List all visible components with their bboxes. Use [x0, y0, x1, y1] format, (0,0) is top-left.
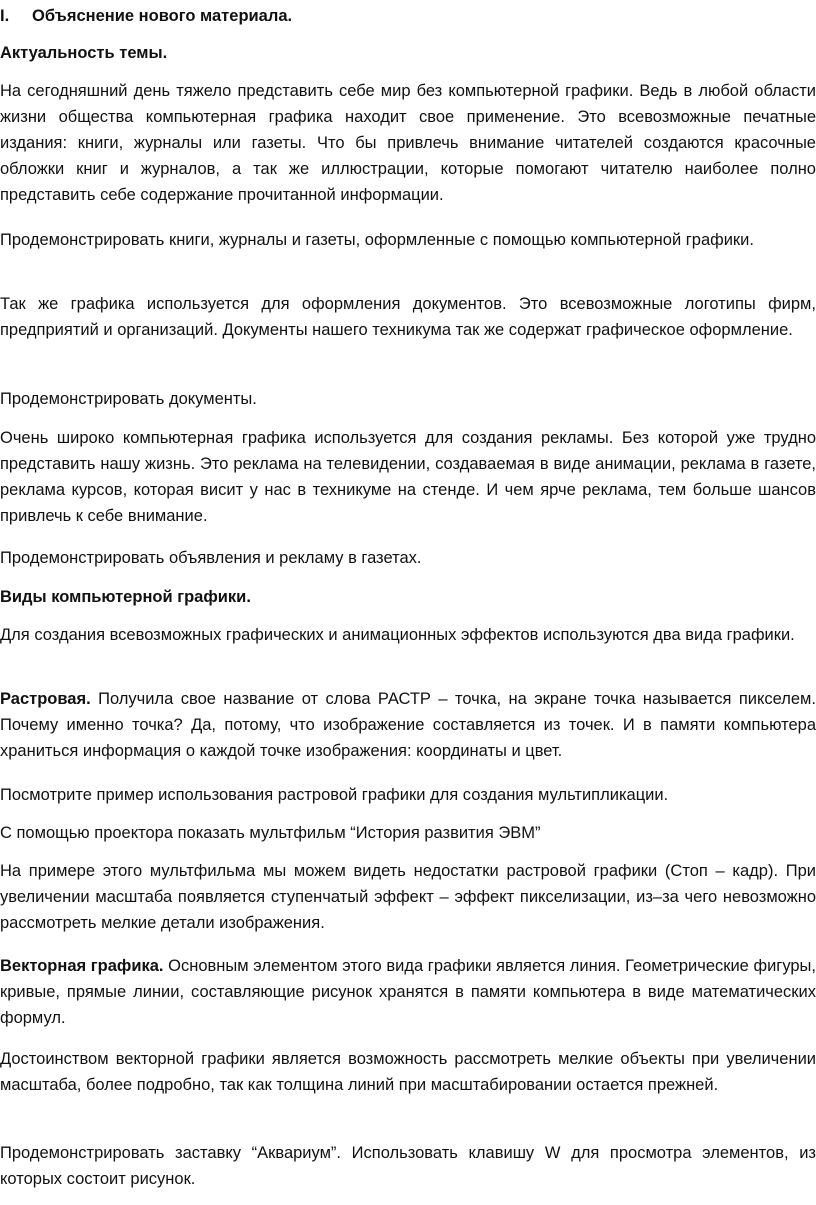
paragraph-advertising: Очень широко компьютерная графика используется для создания рекламы. Без которой уже трудно представить нашу жизнь. Это реклама на телевидении, создаваемая в виде анимации, реклама в газете, реклама курсов, которая висит у нас в техникуме на стенде. И чем ярче реклама, тем больше шансов привлечь к себе внимание. — [0, 429, 816, 525]
vector-text: Основным элементом этого вида графики является линия. Геометрические фигуры, кривые, прямые линии, составляющие рисунок хранятся в памяти компьютера в виде математических формул. — [0, 957, 816, 1027]
section-heading — [0, 3, 292, 29]
raster-label: Растровая. — [0, 690, 91, 708]
paragraph-projector: С помощью проектора показать мультфильм “История развития ЭВМ” — [0, 824, 541, 842]
types-heading: Виды компьютерной графики. — [0, 588, 251, 606]
paragraph-demo-books: Продемонстрировать книги, журналы и газеты, оформленные с помощью компьютерной графики. — [0, 231, 754, 249]
section-title: Объяснение нового материала. — [32, 7, 293, 25]
section-number: I. — [0, 7, 10, 25]
paragraph-demo-ads: Продемонстрировать объявления и рекламу в газетах. — [0, 549, 422, 567]
paragraph-vector-advantage: Достоинством векторной графики является возможность рассмотреть мелкие объекты при увеличении масштаба, более подробно, так как толщина линий при масштабировании остается прежней. — [0, 1050, 816, 1094]
relevance-heading: Актуальность темы. — [0, 44, 168, 62]
paragraph-types-intro: Для создания всевозможных графических и анимационных эффектов используются два вида графики. — [0, 626, 795, 644]
paragraph-documents: Так же графика используется для оформления документов. Это всевозможные логотипы фирм, предприятий и организаций. Документы нашего техникума так же содержат графическое оформление. — [0, 295, 816, 339]
paragraph-raster-drawbacks: На примере этого мультфильма мы можем видеть недостатки растровой графики (Стоп – кадр). При увеличении масштаба появляется ступенчатый эффект – эффект пикселизации, из–за чего невозможно рассмотреть мелкие детали изображения. — [0, 862, 816, 932]
vector-label: Векторная графика. — [0, 957, 164, 975]
paragraph-intro: На сегодняшний день тяжело представить себе мир без компьютерной графики. Ведь в любой области жизни общества компьютерная графика находит свое применение. Это всевозможные печатные издания: книги, журналы или газеты. Что бы привлечь внимание читателей создаются красочные обложки книг и журналов, а так же иллюстрации, которые помогают читателю наиболее полно представить себе содержание прочитанной информации. — [0, 82, 816, 204]
paragraph-vector — [0, 953, 816, 1031]
raster-text: Получила свое название от слова РАСТР – точка, на экране точка называется пикселем. Почему именно точка? Да, потому, что изображение составляется из точек. И в памяти компьютера храниться информация о каждой точке изображения: координаты и цвет. — [0, 690, 816, 760]
paragraph-raster-example: Посмотрите пример использования растровой графики для создания мультипликации. — [0, 786, 669, 804]
paragraph-demo-aquarium: Продемонстрировать заставку “Аквариум”. Использовать клавишу W для просмотра элементов, из которых состоит рисунок. — [0, 1144, 816, 1188]
paragraph-raster — [0, 686, 816, 764]
paragraph-demo-documents: Продемонстрировать документы. — [0, 390, 257, 408]
